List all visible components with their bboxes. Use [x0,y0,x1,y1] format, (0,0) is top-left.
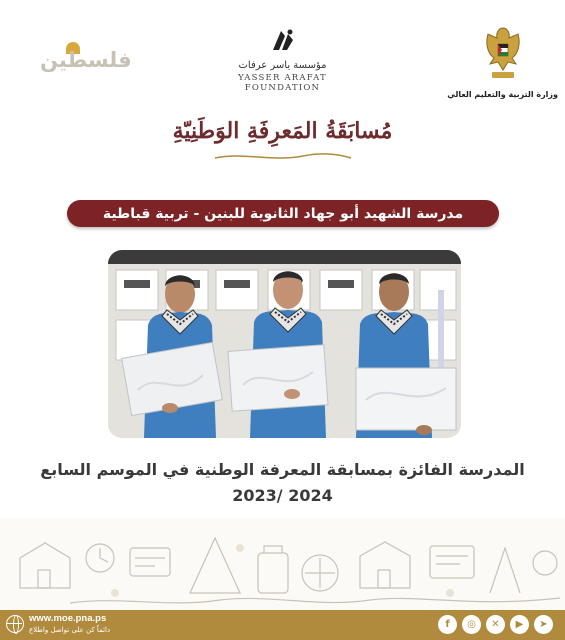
caption-line-1: المدرسة الفائزة بمسابقة المعرفة الوطنية في الموسم السابع [40,460,525,479]
social-icons [438,615,553,634]
winner-caption [0,457,565,509]
school-doodles-decoration [0,518,565,610]
footer-contact [6,613,110,635]
competition-title: مُسابَقَةُ المَعرِفَةِ الوَطَنِيّةِ [172,118,393,144]
footer-slogan: دائماً كن على تواصل واطلاع [29,626,111,634]
ministry-logo [448,24,558,100]
winners-photo [108,250,461,438]
telegram-icon[interactable]: ➤ [534,615,553,634]
foundation-name-ar: مؤسسة ياسر عرفات [238,60,327,71]
school-name-banner [67,200,499,227]
school-name: مدرسة الشهيد أبو جهاد الثانوية للبنين - تربية قباطية [102,205,464,222]
caption-season-year: 2023/ 2024 [232,486,333,505]
instagram-icon[interactable]: ◎ [462,615,481,634]
foundation-emblem-icon [269,28,297,54]
palestine-logo [36,40,132,80]
foundation-name-en: YASSER ARAFAT FOUNDATION [238,73,327,93]
youtube-icon[interactable]: ▶ [510,615,529,634]
ministry-name: وزارة التربية والتعليم العالي [447,90,558,99]
yasser-arafat-foundation-logo [200,28,365,98]
palestine-logo-text: فلسطين [40,48,132,72]
x-icon[interactable]: ✕ [486,615,505,634]
globe-icon [6,615,24,633]
title-ornament-icon [213,150,353,162]
facebook-icon[interactable]: f [438,615,457,634]
footer-bar [0,610,565,640]
eagle-emblem-icon [480,24,526,84]
website-link[interactable]: www.moe.pna.ps [29,613,107,624]
